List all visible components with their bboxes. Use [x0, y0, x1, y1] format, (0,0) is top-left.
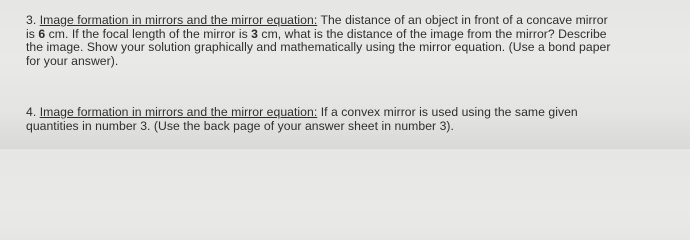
question-4-text-1: If a convex mirror is used using the same given — [317, 105, 578, 119]
question-3-text-2c: cm, what is the distance of the image from the mirror? Describe — [257, 26, 607, 41]
focal-length-value: 3 — [251, 26, 258, 41]
question-3-title: Image formation in mirrors and the mirror equation: — [39, 13, 318, 27]
question-4 — [26, 106, 672, 133]
question-4-line-2: quantities in number 3. (Use the back page of your answer sheet in number 3). — [26, 118, 454, 133]
question-3-number: 3. — [26, 13, 37, 27]
question-3-text-1: The distance of an object in front of a concave mirror — [317, 13, 608, 27]
question-3-line-3: the image. Show your solution graphically and mathematically using the mirror equation. (Use a bond paper — [26, 40, 611, 54]
question-3-line-2 — [26, 28, 672, 42]
object-distance-value: 6 — [38, 26, 46, 41]
question-3-text-2b: cm. If the focal length of the mirror is — [45, 26, 252, 41]
question-3-line-4: for your answer). — [26, 53, 119, 68]
question-3-text-2a: is — [26, 26, 39, 41]
question-4-line-1 — [26, 106, 672, 120]
question-3 — [26, 14, 672, 68]
question-3-line-1 — [26, 14, 672, 28]
question-4-number: 4. — [26, 105, 37, 119]
question-4-title: Image formation in mirrors and the mirror equation: — [39, 105, 318, 119]
